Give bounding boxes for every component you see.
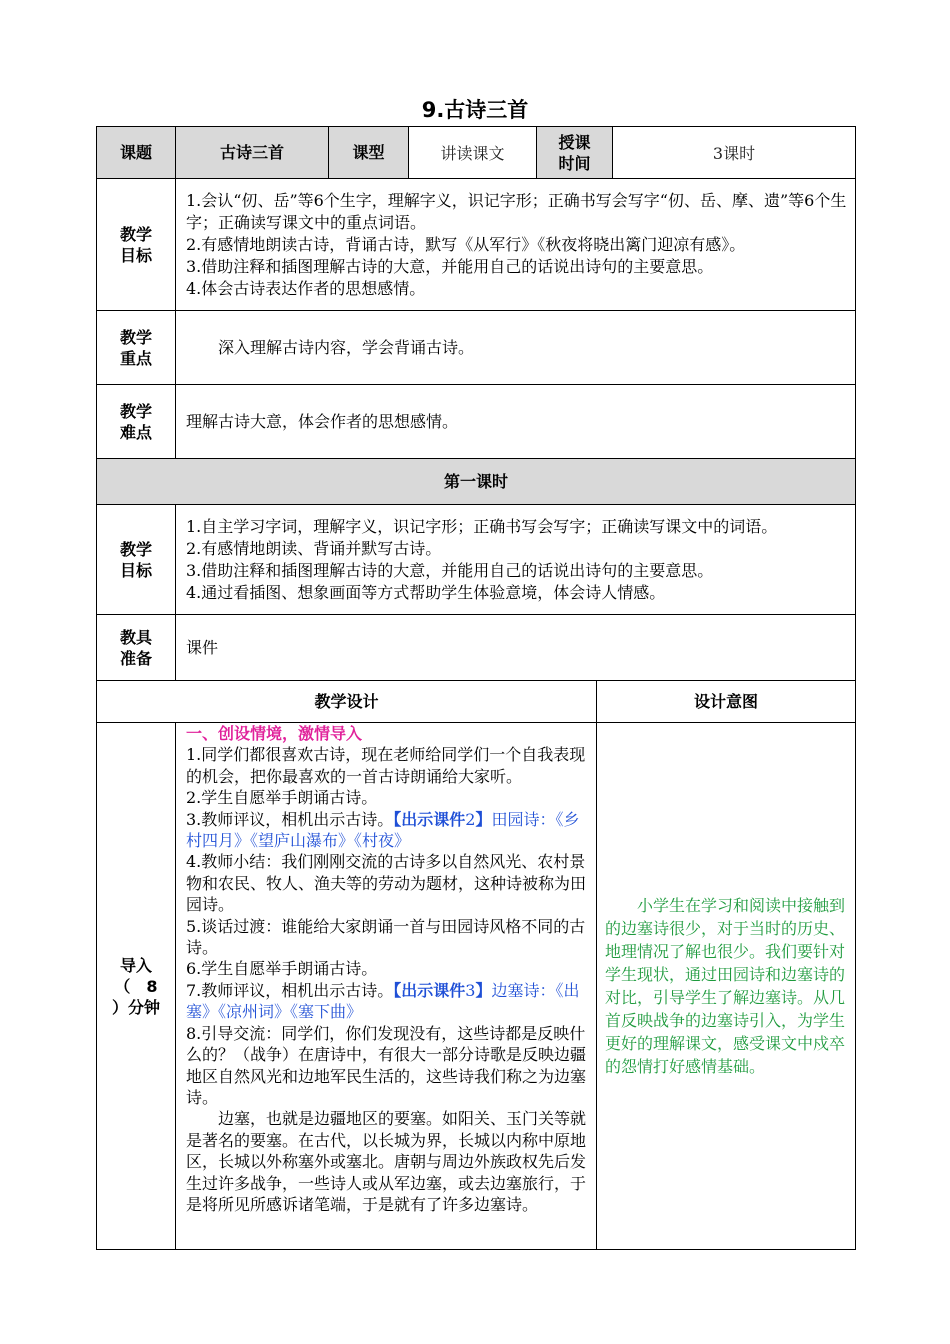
goals-content [176, 179, 856, 311]
goal2-item: 4.通过看插图、想象画面等方式帮助学生体验意境，体会诗人情感。 [186, 582, 666, 602]
intro-label [97, 723, 176, 1250]
materials-content [176, 615, 856, 681]
goals-label [97, 179, 176, 311]
difficulty-label-line1: 教学 [119, 401, 152, 421]
pastoral-poems: 田园诗：《乡村四月》《望庐山瀑布》《村夜》 [186, 809, 580, 851]
intro-step: 5.谈话过渡：谁能给大家朗诵一首与田园诗风格不同的古诗。 [186, 916, 586, 958]
header-row [97, 127, 856, 179]
document-title: 9.古诗三首 [421, 98, 529, 122]
materials-label [97, 615, 176, 681]
difficulty-text: 理解古诗大意，体会作者的思想感情。 [186, 411, 459, 431]
intro-label-line1: 导入 [119, 955, 152, 975]
goals-label-line1: 教学 [119, 224, 152, 244]
lesson-title-label: 课题 [97, 127, 176, 179]
goals2-row [97, 505, 856, 615]
courseware-tag: 【出示课件 [393, 809, 466, 829]
focus-label [97, 311, 176, 385]
goal-item: 1.会认“仞、岳”等6个生字，理解字义，识记字形；正确书写会写字“仞、岳、摩、遗”等6个生字；正确读写课文中的重点词语。 [186, 190, 847, 232]
intro-step: 6.学生自愿举手朗诵古诗。 [186, 959, 378, 979]
intro-step [186, 809, 590, 852]
lesson-title-value: 古诗三首 [176, 127, 329, 179]
focus-content [176, 311, 856, 385]
intro-step: 8.引导交流：同学们，你们发现没有，这些诗都是反映什么的？（战争）在唐诗中，有很大一部分诗歌是反映边疆地区自然风光和边地军民生活的，这些诗我们称之为边塞诗。 [186, 1023, 587, 1107]
materials-row [97, 615, 856, 681]
goal-item: 2.有感情地朗读古诗，背诵古诗，默写《从军行》《秋夜将晓出篱门迎凉有感》。 [186, 234, 746, 254]
class-hours-label-line1: 授课 [558, 132, 591, 152]
goal-item: 3.借助注释和插图理解古诗的大意，并能用自己的话说出诗句的主要意思。 [186, 256, 714, 276]
goal2-item: 1.自主学习字词，理解字义，识记字形；正确书写会写字；正确读写课文中的词语。 [186, 516, 778, 536]
goals2-label [97, 505, 176, 615]
intro-heading: 一、创设情境，激情导入 [186, 724, 363, 743]
intro-intent [597, 723, 856, 1250]
focus-label-line1: 教学 [119, 327, 152, 347]
intro-label-line3: ）分钟 [111, 997, 160, 1017]
intro-step-text: 3.教师评议，相机出示古诗。 [186, 809, 394, 829]
focus-label-line2: 重点 [119, 348, 152, 368]
intro-paragraph: 边塞，也就是边疆地区的要塞。如阳关、玉门关等就是著名的要塞。在古代，以长城为界，长城以内称中原地区，长城以外称塞外或塞北。唐朝与周边外族政权先后发生过许多战争，一些诗人或从军边塞，或去边塞旅行，于是将所见所感诉诸笔端，于是就有了许多边塞诗。 [186, 1109, 587, 1214]
section-row [97, 459, 856, 505]
class-hours-label-line2: 时间 [558, 153, 591, 173]
intro-step: 2.学生自愿举手朗诵古诗。 [186, 788, 378, 808]
goal-item: 4.体会古诗表达作者的思想感情。 [186, 278, 426, 298]
lesson-type-label: 课型 [329, 127, 409, 179]
goal2-item: 3.借助注释和插图理解古诗的大意，并能用自己的话说出诗句的主要意思。 [186, 560, 714, 580]
intro-label-line2: （ 8 [114, 976, 158, 996]
goal2-item: 2.有感情地朗读、背诵并默写古诗。 [186, 538, 442, 558]
courseware-number: 3 [465, 980, 476, 1000]
difficulty-content [176, 385, 856, 459]
frontier-poems: 边塞诗：《出塞》《凉州词》《塞下曲》 [186, 980, 580, 1022]
goals-row [97, 179, 856, 311]
intent-header: 设计意图 [597, 681, 856, 723]
difficulty-label [97, 385, 176, 459]
materials-text: 课件 [186, 637, 219, 657]
focus-text: 深入理解古诗内容，学会背诵古诗。 [218, 337, 475, 357]
courseware-tag: 【出示课件 [393, 980, 466, 1000]
difficulty-label-line2: 难点 [119, 422, 152, 442]
section-title: 第一课时 [97, 459, 856, 505]
courseware-number: 2 [465, 809, 476, 829]
materials-label-line2: 准备 [119, 648, 152, 668]
intro-intent-text: 小学生在学习和阅读中接触到的边塞诗很少，对于当时的历史、地理情况了解也很少。我们要针对学生现状，通过田园诗和边塞诗的对比，引导学生了解边塞诗。从几首反映战争的边塞诗引入，为学生更好的理解课文，感受课文中戍卒的怨情打好感情基础。 [605, 896, 846, 1076]
intro-step: 1.同学们都很喜欢古诗，现在老师给同学们一个自我表现的机会，把你最喜欢的一首古诗朗诵给大家听。 [186, 745, 586, 786]
design-header-row [97, 681, 856, 723]
intro-step: 4.教师小结：我们刚刚交流的古诗多以自然风光、农村景物和农民、牧人、渔夫等的劳动为题材，这种诗被称为田园诗。 [186, 852, 587, 915]
intro-row [97, 723, 856, 1250]
intro-step [186, 980, 590, 1023]
courseware-tag-close: 】 [475, 980, 492, 1000]
focus-row [97, 311, 856, 385]
goals2-label-line1: 教学 [119, 539, 152, 559]
difficulty-row [97, 385, 856, 459]
intro-content [176, 723, 597, 1250]
courseware-tag-close: 】 [475, 809, 492, 829]
goals2-content [176, 505, 856, 615]
lesson-type-value: 讲读课文 [409, 127, 537, 179]
class-hours-label [537, 127, 613, 179]
goals2-label-line2: 目标 [119, 560, 152, 580]
materials-label-line1: 教具 [119, 627, 152, 647]
intro-step-text: 7.教师评议，相机出示古诗。 [186, 980, 394, 1000]
lesson-plan-table [96, 126, 856, 1250]
design-header: 教学设计 [97, 681, 597, 723]
goals-label-line2: 目标 [119, 245, 152, 265]
class-hours-value: 3课时 [613, 127, 856, 179]
